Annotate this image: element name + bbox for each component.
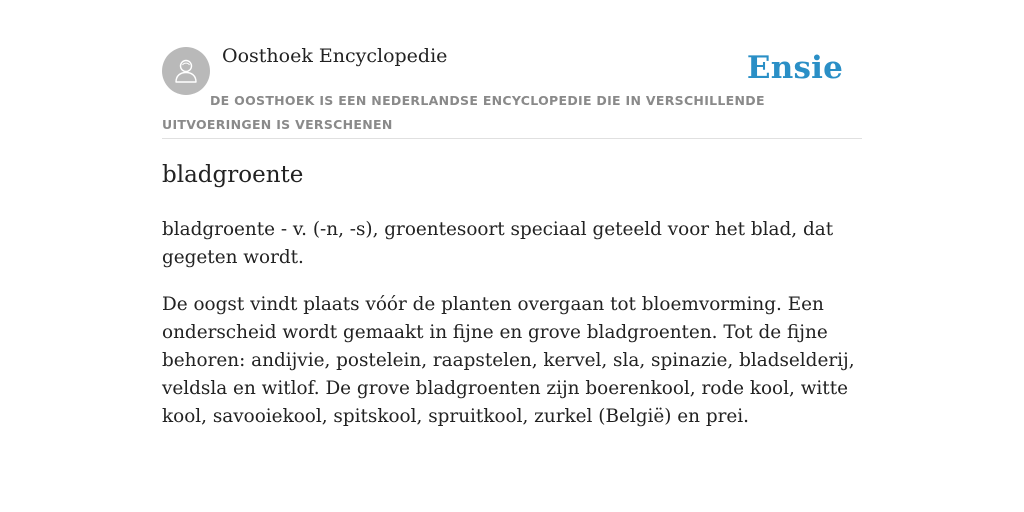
entry-paragraph-2: De oogst vindt plaats vóór de planten overgaan tot bloemvorming. Een onderscheid wordt gemaakt in fijne en grove bladgroenten. Tot de fijne behoren: andijvie, postelein, raapstelen, kervel, sla, spinazie, bladselderij, veldsla en witlof. De grove bladgroenten zijn boerenkool, rode kool, witte kool, savooiekool, spitskool, spruitkool, zurkel (België) en prei. <box>162 294 855 427</box>
content-container <box>162 0 862 427</box>
source-header <box>162 0 862 139</box>
brand-logo[interactable]: Ensie <box>746 50 843 86</box>
source-description: DE OOSTHOEK IS EEN NEDERLANDSE ENCYCLOPEDIE DIE IN VERSCHILLENDE UITVOERINGEN IS VERSCHENEN <box>162 93 765 132</box>
entry-title: bladgroente <box>162 162 304 188</box>
user-icon <box>171 56 201 86</box>
entry-paragraph-1: bladgroente - v. (-n, -s), groentesoort speciaal geteeld voor het blad, dat gegeten wordt. <box>162 219 834 268</box>
source-title-link[interactable]: Oosthoek Encyclopedie <box>222 45 448 67</box>
avatar[interactable] <box>162 47 210 95</box>
